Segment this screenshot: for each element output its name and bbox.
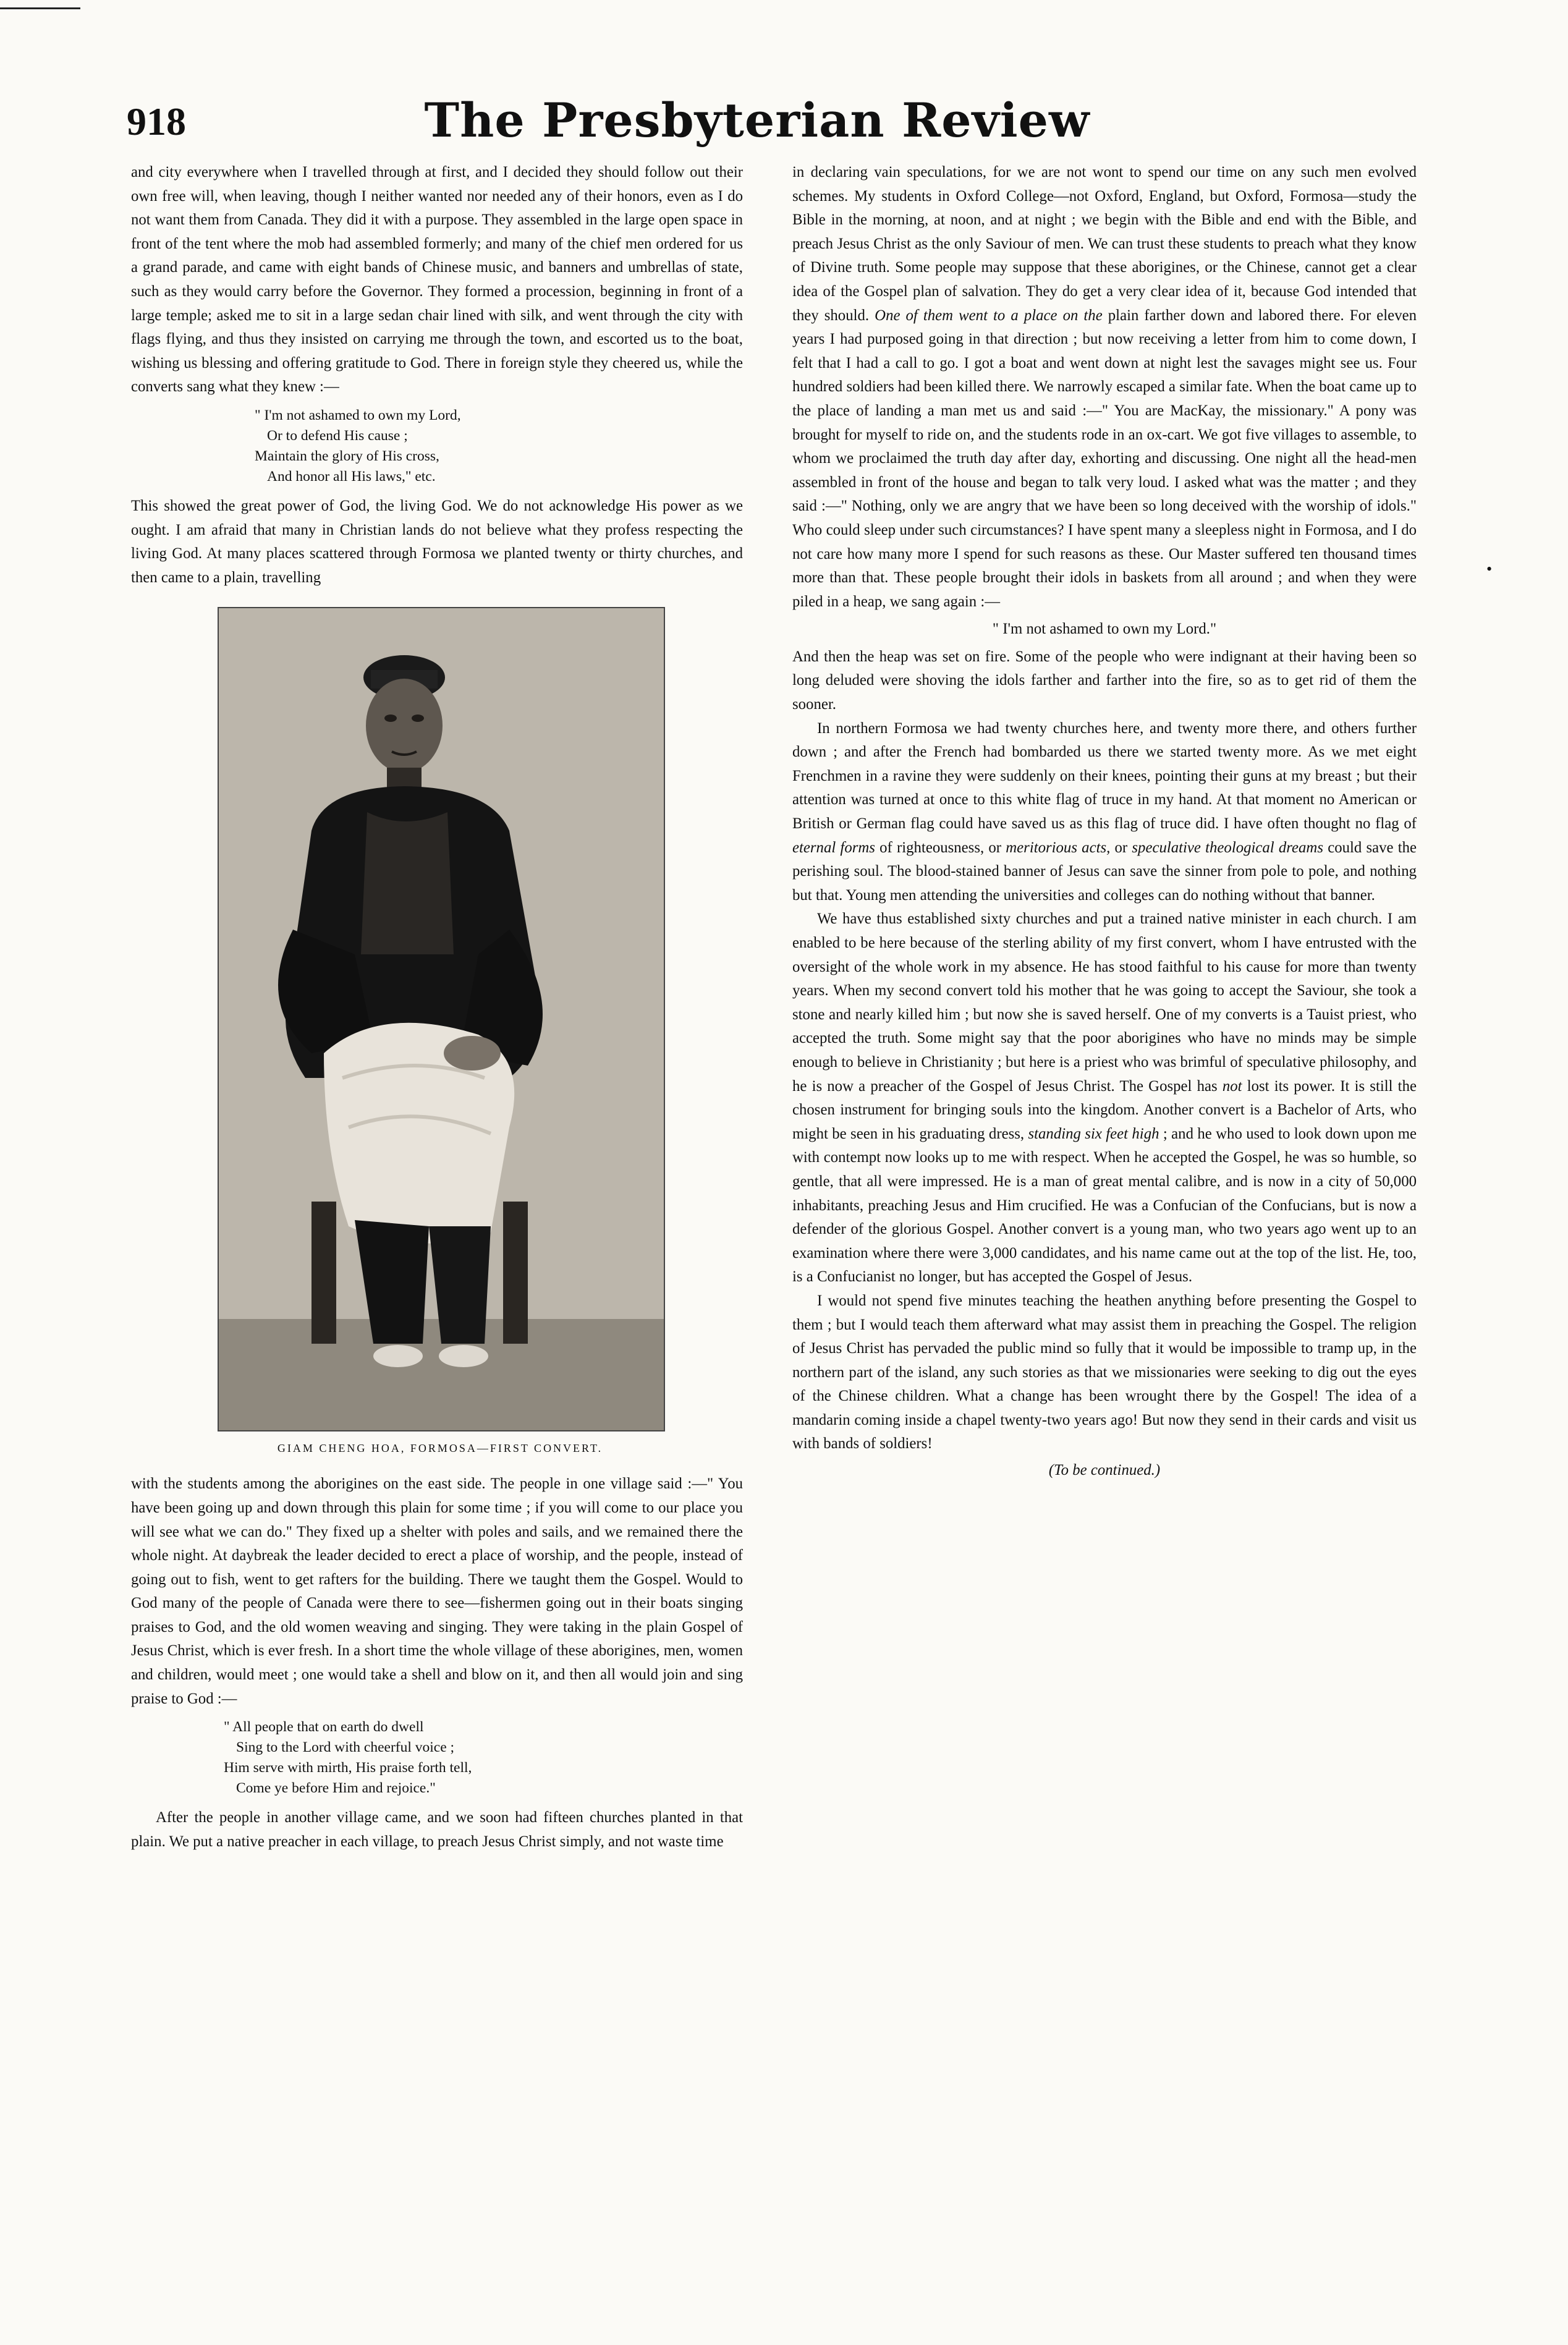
verse-line: " All people that on earth do dwell	[224, 1719, 424, 1736]
right-column	[792, 161, 1417, 1483]
italic-span: One of them went to a place on the	[875, 307, 1103, 324]
corner-rule	[0, 7, 80, 9]
hymn-verse-2	[224, 1717, 743, 1799]
left-paragraph-1: and city everywhere when I travelled through at first, and I decided they should follow out their own free will, when leaving, though I neither wanted nor needed any of their honors, even as I do not want them from Canada. They did it with a purpose. They assembled in the large open space in front of the tent where the mob had assembled formerly; and many of the chief men ordered for us a grand parade, and came with eight bands of Chinese music, and banners and umbrellas of state, such as they would carry before the Governor. They formed a procession, beginning in front of a large temple; asked me to sit in a large sedan chair lined with silk, and went through the city with flags flying, and thus they insisted on carrying me through the town, and escorted us to the boat, wishing us blessing and offering gratitude to God. There in foreign style they cheered us, while the converts sang what they knew :—	[131, 164, 743, 396]
left-paragraph-3: with the students among the aborigines on the east side. The people in one village said :—" You have been going up and down through this plain for some time ; if you will come to our place you will see what we can do." They fixed up a shelter with poles and sails, and we remained there the whole night. At daybreak the leader decided to erect a place of worship, and the people, instead of going out to fish, went to get rafters for the building. There we taught them the Gospel. Would to God many of the people of Canada were there to see—fishermen going out in their boats singing praises to God, and the old women weaving and singing. They were taking in the plain Gospel of Jesus Christ, which is ever fresh. In a short time the whole village of these aborigines, men, women and children, would meet ; one would take a shell and blow on it, and then all would join and sing praise to God :—	[131, 1475, 743, 1707]
margin-mark: •	[1486, 560, 1493, 578]
text-span: In northern Formosa we had twenty churches here, and twenty more there, and others further down ; and after the French had bombarded us there we started twenty more. As we met eight Frenchmen in a ravine they were suddenly on their knees, pointing their guns at my breast ; but their attention was turned at once to this white flag of truce in my hand. At that moment no American or British or German flag could have saved us as this flag of truce did. I have often thought no flag of	[792, 719, 1417, 833]
verse-line: Maintain the glory of His cross,	[255, 447, 439, 464]
text-span: in declaring vain speculations, for we are not wont to spend our time on any such men evolved schemes. My students in Oxford College—not Oxford, England, but Oxford, Formosa—study the Bible in the morning, at noon, and at night ; we begin with the Bible and end with the Bible, and preach Jesus Christ as the only Saviour of men. We can trust these students to preach what they know of Divine truth. Some people may suppose that these aborigines, or the Chinese, cannot get a clear idea of the Gospel plan of salvation. They do get a very clear idea of it, because God intended that they should.	[792, 164, 1417, 324]
page-header	[127, 93, 1388, 167]
left-paragraph-2: This showed the great power of God, the living God. We do not acknowledge His power as we ought. I am afraid that many in Christian lands do not believe what they profess respecting the living God. At many places scattered through Formosa we planted twenty or thirty churches, and then came to a plain, travelling	[131, 497, 743, 586]
italic-span: not	[1222, 1077, 1242, 1095]
text-span: could save the perishing soul. The blood-stained banner of Jesus can save the sinner from pole to pole, and nothing but that. Young men attending the universities and colleges can do nothing without that banner.	[792, 839, 1417, 904]
verse-line: Him serve with mirth, His praise forth tell,	[224, 1760, 472, 1776]
right-paragraph-2: And then the heap was set on fire. Some of the people who were indignant at their having been so long deluded were shoving the idols farther and farther into the fire, so as to get rid of them the sooner.	[792, 648, 1417, 713]
verse-line: And honor all His laws," etc.	[267, 468, 436, 485]
verse-line: " I'm not ashamed to own my Lord,	[255, 407, 461, 423]
to-be-continued: (To be continued.)	[1048, 1462, 1161, 1479]
hymn-line: " I'm not ashamed to own my Lord."	[992, 621, 1217, 638]
right-paragraph-5: I would not spend five minutes teaching the heathen anything before presenting the Gospel to them ; but I would teach them afterward what may assist them in preaching the Gospel. The religion of Jesus Christ has pervaded the public mind so fully that it would be impossible to tramp up, in the northern part of the island, any such stories as that we missionaries were seeking to dig out the eyes of the Chinese children. What a change has been wrought there by the Gospel! The idea of a mandarin coming inside a chapel twenty-two years ago! But now they send in their cards and visit us with bands of soldiers!	[792, 1292, 1417, 1452]
figure-caption: GIAM CHENG HOA, FORMOSA—FIRST CONVERT.	[277, 1442, 603, 1455]
left-paragraph-4: After the people in another village came, and we soon had fifteen churches planted in that plain. We put a native preacher in each village, to preach Jesus Christ simply, and not waste time	[131, 1809, 743, 1850]
verse-line: Or to defend His cause ;	[267, 427, 408, 444]
portrait-figure	[218, 607, 663, 1466]
italic-span: meritorious acts,	[1006, 839, 1111, 856]
text-span: lost its power. It is still the chosen instrument for bringing souls into the kingdom. Another convert is a Bachelor of Arts, who might be seen in his graduating dress,	[792, 1077, 1417, 1142]
italic-span: eternal forms	[792, 839, 875, 856]
italic-span: speculative theological dreams	[1132, 839, 1323, 856]
left-column	[131, 161, 743, 1854]
masthead-title: The Presbyterian Review	[424, 93, 1090, 148]
verse-line: Sing to the Lord with cheerful voice ;	[236, 1739, 455, 1756]
verse-line: Come ye before Him and rejoice."	[236, 1780, 436, 1797]
right-paragraph-3	[792, 717, 1417, 908]
text-span: of righteousness, or	[879, 839, 1002, 856]
text-span: We have thus established sixty churches and put a trained native minister in each church. I am enabled to be here because of the sterling ability of my first convert, whom I have entrusted with the oversight of the whole work in my absence. He has stood faithful to his cause for more than twenty years. When my second convert told his mother that he was going to accept the Saviour, she took a stone and nearly killed him ; but now she is saved herself. One of my converts is a Tauist priest, who accepted the truth. Some might say that the poor aborigines who have no minds may be simple enough to believe in Christianity ; but here is a priest who was brimful of speculative philosophy, and he is now a preacher of the Gospel of Jesus Christ. The Gospel has	[792, 910, 1417, 1095]
seated-man-illustration	[219, 608, 664, 1430]
portrait-photo	[218, 607, 665, 1431]
right-paragraph-1	[792, 161, 1417, 614]
hymn-verse-1	[255, 405, 743, 487]
text-span: plain farther down and labored there. For eleven years I had purposed going in that direction ; but now receiving a letter from him to come down, I felt that I had a call to go. I got a boat and went down at night lest the savages might see us. Four hundred soldiers had been killed there. We narrowly escaped a similar fate. When the boat came up to the place of landing a man met us and said :—" You are MacKay, the missionary." A pony was brought for myself to ride on, and the students rode in an ox-cart. We got five villages to assemble, to whom we proclaimed the truth day after day, exhorting and discussing. One night all the head-men assembled in front of the house and began to talk very loud. I asked what was the matter ; and they said :—" Nothing, only we are angry that we have been so long deceived with the worship of idols." Who could sleep under such circumstances? I have spent many a sleepless night in Formosa, and I do not care how many more I spend for such reasons as these. Our Master suffered ten thousand times more than that. These people brought their idols in baskets from all around ; and when they were piled in a heap, we sang again :—	[792, 307, 1417, 610]
italic-span: standing six feet high	[1028, 1125, 1159, 1142]
text-span: or	[1114, 839, 1128, 856]
page-number: 918	[127, 100, 186, 143]
text-span: ; and he who used to look down upon me with contempt now looks up to me with respect. When he accepted the Gospel, he was so humble, so gentle, that all were impressed. He is a man of great mental calibre, and is now in a city of 50,000 inhabitants, preaching Jesus and Him crucified. He was a Confucian of the Confucians, but is now a defender of the glorious Gospel. Another convert is a young man, who two years ago went up to an examination where there were 3,000 candidates, and his name came out at the top of the list. He, too, is a Confucianist no longer, but has accepted the Gospel of Jesus.	[792, 1125, 1417, 1286]
right-paragraph-4	[792, 907, 1417, 1289]
